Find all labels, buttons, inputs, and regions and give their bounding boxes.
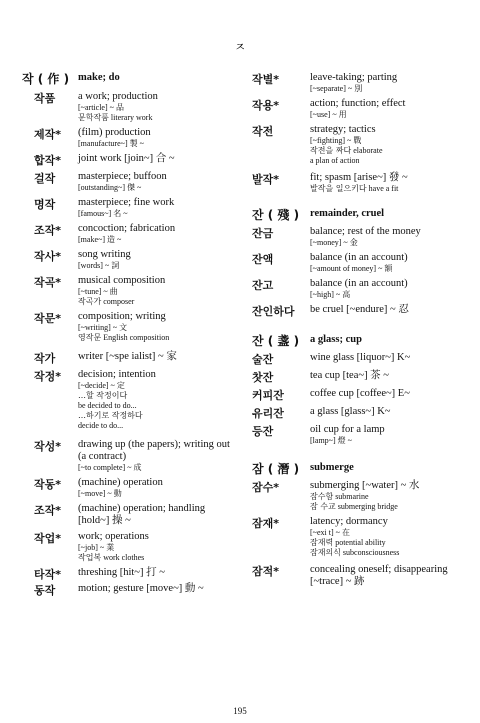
- dictionary-entry: [252, 516, 472, 558]
- example-korean: …하기로 작정하다: [78, 411, 143, 420]
- entry-headword: 작정*: [34, 370, 62, 383]
- left-column: [22, 72, 232, 597]
- entry-definition: work; operations: [78, 531, 149, 542]
- dictionary-entry: [22, 153, 232, 167]
- entry-headword: 발작*: [252, 173, 280, 186]
- entry-definition: a work; production: [78, 91, 158, 102]
- entry-body: [310, 208, 472, 220]
- example-english: submerging bridge: [337, 502, 398, 511]
- entry-example: [78, 401, 232, 411]
- section-heading: [252, 208, 472, 222]
- entry-example: [78, 421, 232, 431]
- entry-etymology: [outstanding~] 傑 ~: [78, 183, 142, 192]
- dictionary-entry: [22, 369, 232, 431]
- example-korean: …할 작정이다: [78, 391, 128, 400]
- entry-headword: 잠수*: [252, 481, 280, 494]
- entry-definition: remainder, cruel: [310, 208, 385, 219]
- entry-etymology: [~tune] ~ 曲: [78, 287, 118, 296]
- entry-headword: 조작*: [34, 504, 62, 517]
- entry-example: [310, 502, 472, 512]
- entry-definition: writer [~spe ialist] ~ 家: [78, 351, 177, 362]
- entry-headword: 작별*: [252, 73, 280, 86]
- entry-etymology: [~fighting] ~ 戰: [310, 136, 362, 145]
- example-korean: 잠 수교: [310, 502, 336, 511]
- entry-etymology: [~high] ~ 高: [310, 290, 351, 299]
- entry-headword: 잔인하다: [252, 305, 295, 318]
- section-heading: [252, 334, 472, 348]
- entry-headword: 명작: [34, 198, 56, 211]
- entry-body: [310, 480, 472, 512]
- dictionary-entry: [22, 197, 232, 219]
- entry-body: [78, 153, 232, 165]
- dictionary-entry: [252, 480, 472, 512]
- example-english: literary work: [110, 113, 153, 122]
- entry-definition: concoction; fabrication: [78, 223, 176, 234]
- example-english: English composition: [103, 333, 170, 342]
- entry-definition: balance (in an account): [310, 278, 408, 289]
- entry-body: [310, 278, 472, 300]
- entry-definition: action; function; effect: [310, 98, 406, 109]
- entry-headword: 작업*: [34, 532, 62, 545]
- entry-definition: leave-taking; parting: [310, 72, 398, 83]
- entry-definition: a glass; cup: [310, 334, 362, 345]
- dictionary-entry: [22, 171, 232, 193]
- dictionary-entry: [252, 406, 472, 420]
- entry-definition: strategy; tactics: [310, 124, 376, 135]
- dictionary-entry: [252, 72, 472, 94]
- dictionary-entry: [252, 304, 472, 318]
- entry-definition: submerge: [310, 462, 354, 473]
- entry-etymology: [~use] ~ 用: [310, 110, 347, 119]
- entry-headword: 등잔: [252, 425, 274, 438]
- example-english: submarine: [335, 492, 369, 501]
- example-english: subconsciousness: [342, 548, 400, 557]
- entry-etymology: [~move] ~ 動: [78, 489, 122, 498]
- entry-example: [78, 297, 232, 307]
- entry-definition: composition; writing: [78, 311, 166, 322]
- example-korean: 문학작품: [78, 113, 109, 122]
- entry-definition: decision; intention: [78, 369, 156, 380]
- entry-definition: concealing oneself; disappearing [~trace] ~ 跡: [310, 564, 448, 587]
- entry-headword: 제작*: [34, 128, 62, 141]
- dictionary-entry: [22, 91, 232, 123]
- entry-headword: 작 ( 作 ): [22, 72, 70, 86]
- dictionary-entry: [252, 124, 472, 166]
- dictionary-entry: [22, 127, 232, 149]
- entry-definition: submerging [~water] ~ 水: [310, 480, 420, 491]
- dictionary-entry: [22, 439, 232, 473]
- entry-headword: 작가: [34, 352, 56, 365]
- entry-body: [310, 226, 472, 248]
- entry-definition: joint work [join~] 合 ~: [78, 153, 175, 164]
- example-korean: 잠재의식: [310, 548, 341, 557]
- entry-headword: 잔 ( 殘 ): [252, 208, 300, 222]
- dictionary-entry: [22, 223, 232, 245]
- entry-headword: 작용*: [252, 99, 280, 112]
- entry-definition: drawing up (the papers); writing out (a contract): [78, 439, 230, 462]
- entry-headword: 찻잔: [252, 371, 274, 384]
- example-korean: 작곡가: [78, 297, 102, 306]
- entry-headword: 작사*: [34, 250, 62, 263]
- entry-headword: 커피잔: [252, 389, 284, 402]
- entry-definition: (machine) operation; handling [hold~] 操 ~: [78, 503, 206, 526]
- entry-definition: (film) production: [78, 127, 151, 138]
- entry-headword: 작성*: [34, 440, 62, 453]
- entry-body: [78, 223, 232, 245]
- dictionary-entry: [22, 351, 232, 365]
- entry-headword: 동작: [34, 584, 56, 597]
- entry-body: [78, 91, 232, 123]
- entry-etymology: [famous~] 名 ~: [78, 209, 128, 218]
- entry-etymology: [lamp~] 燈 ~: [310, 436, 352, 445]
- section-heading: [252, 462, 472, 476]
- entry-body: [310, 388, 472, 400]
- entry-headword: 타작*: [34, 568, 62, 581]
- entry-definition: coffee cup [coffee~] E~: [310, 388, 410, 399]
- entry-definition: latency; dormancy: [310, 516, 388, 527]
- entry-headword: 잔금: [252, 227, 274, 240]
- dictionary-entry: [22, 531, 232, 563]
- entry-example: [310, 548, 472, 558]
- entry-body: [78, 439, 232, 473]
- entry-definition: make; do: [78, 72, 120, 83]
- entry-body: [78, 567, 232, 579]
- entry-headword: 작곡*: [34, 276, 62, 289]
- entry-definition: be cruel [~endure] ~ 忍: [310, 304, 409, 315]
- dictionary-entry: [252, 252, 472, 274]
- dictionary-entry: [252, 172, 472, 194]
- entry-example: [310, 156, 472, 166]
- dictionary-entry: [22, 249, 232, 271]
- entry-example: [310, 184, 472, 194]
- entry-example: [310, 492, 472, 502]
- entry-definition: song writing: [78, 249, 131, 260]
- entry-headword: 작전: [252, 125, 274, 138]
- entry-etymology: [~exi t] ~ 在: [310, 528, 350, 537]
- entry-etymology: [words] ~ 詞: [78, 261, 120, 270]
- entry-example: [78, 553, 232, 563]
- entry-body: [310, 72, 472, 94]
- entry-headword: 잔 ( 盞 ): [252, 334, 300, 348]
- entry-body: [78, 477, 232, 499]
- entry-example: [310, 538, 472, 548]
- example-korean: 작업복: [78, 553, 102, 562]
- entry-body: [78, 311, 232, 343]
- dictionary-entry: [252, 352, 472, 366]
- dictionary-entry: [22, 477, 232, 499]
- entry-definition: oil cup for a lamp: [310, 424, 385, 435]
- entry-headword: 잠 ( 潛 ): [252, 462, 300, 476]
- entry-headword: 술잔: [252, 353, 274, 366]
- entry-definition: tea cup [tea~] 茶 ~: [310, 370, 389, 381]
- entry-body: [310, 516, 472, 558]
- entry-body: [78, 369, 232, 431]
- entry-body: [78, 72, 232, 84]
- entry-headword: 유리잔: [252, 407, 284, 420]
- entry-body: [310, 304, 472, 316]
- dictionary-entry: [22, 311, 232, 343]
- entry-body: [78, 531, 232, 563]
- page-number: 195: [233, 706, 247, 716]
- entry-definition: balance; rest of the money: [310, 226, 421, 237]
- entry-etymology: [manufacture~] 製 ~: [78, 139, 144, 148]
- entry-definition: (machine) operation: [78, 477, 163, 488]
- entry-body: [78, 197, 232, 219]
- entry-headword: 작품: [34, 92, 56, 105]
- entry-definition: masterpiece; fine work: [78, 197, 175, 208]
- dictionary-entry: [252, 424, 472, 446]
- dictionary-entry: [252, 98, 472, 120]
- entry-headword: 잔고: [252, 279, 274, 292]
- entry-definition: musical composition: [78, 275, 166, 286]
- example-english: have a fit: [368, 184, 399, 193]
- entry-definition: masterpiece; buffoon: [78, 171, 167, 182]
- entry-etymology: [~money] ~ 金: [310, 238, 358, 247]
- entry-body: [310, 406, 472, 418]
- entry-etymology: [~separate] ~ 別: [310, 84, 363, 93]
- entry-example: [78, 391, 232, 401]
- entry-etymology: [~article] ~ 品: [78, 103, 124, 112]
- example-english: composer: [103, 297, 135, 306]
- dictionary-entry: [252, 370, 472, 384]
- entry-headword: 합작*: [34, 154, 62, 167]
- entry-headword: 잠재*: [252, 517, 280, 530]
- entry-definition: a glass [glass~] K~: [310, 406, 391, 417]
- dictionary-entry: [22, 275, 232, 307]
- entry-definition: fit; spasm [arise~] 發 ~: [310, 172, 408, 183]
- entry-definition: threshing [hit~] 打 ~: [78, 567, 165, 578]
- entry-body: [78, 249, 232, 271]
- entry-example: [78, 411, 232, 421]
- example-korean: 발작을 일으키다: [310, 184, 367, 193]
- entry-body: [78, 127, 232, 149]
- example-english: be decided to do...: [78, 401, 137, 410]
- entry-body: [310, 98, 472, 120]
- entry-body: [78, 583, 232, 595]
- example-korean: 잠수함: [310, 492, 334, 501]
- entry-etymology: [~decide] ~ 定: [78, 381, 125, 390]
- entry-body: [310, 334, 472, 346]
- example-english: potential ability: [335, 538, 386, 547]
- dictionary-entry: [22, 567, 232, 581]
- entry-body: [78, 275, 232, 307]
- entry-headword: 잠적*: [252, 565, 280, 578]
- example-korean: 영작문: [78, 333, 102, 342]
- entry-headword: 조작*: [34, 224, 62, 237]
- dictionary-entry: [22, 583, 232, 597]
- entry-etymology: [~writing] ~ 文: [78, 323, 128, 332]
- entry-headword: 작문*: [34, 312, 62, 325]
- entry-example: [78, 333, 232, 343]
- page-header: ㅈ: [234, 40, 246, 54]
- entry-headword: 잔액: [252, 253, 274, 266]
- example-english: work clothes: [103, 553, 145, 562]
- example-english: a plan of action: [310, 156, 360, 165]
- entry-body: [310, 124, 472, 166]
- entry-body: [310, 462, 472, 474]
- entry-etymology: [~amount of money] ~ 額: [310, 264, 393, 273]
- entry-body: [310, 370, 472, 382]
- entry-body: [78, 351, 232, 363]
- entry-definition: balance (in an account): [310, 252, 408, 263]
- entry-body: [78, 503, 232, 527]
- entry-body: [310, 252, 472, 274]
- entry-body: [310, 564, 472, 588]
- dictionary-entry: [22, 503, 232, 527]
- section-heading: [22, 72, 232, 86]
- example-korean: 잠재력: [310, 538, 334, 547]
- entry-body: [78, 171, 232, 193]
- entry-example: [78, 113, 232, 123]
- entry-example: [310, 146, 472, 156]
- dictionary-entry: [252, 388, 472, 402]
- entry-body: [310, 424, 472, 446]
- dictionary-entry: [252, 564, 472, 588]
- example-english: elaborate: [353, 146, 383, 155]
- entry-body: [310, 352, 472, 364]
- entry-headword: 작동*: [34, 478, 62, 491]
- entry-etymology: [~to complete] ~ 成: [78, 463, 142, 472]
- entry-definition: motion; gesture [move~] 動 ~: [78, 583, 204, 594]
- entry-definition: wine glass [liquor~] K~: [310, 352, 411, 363]
- entry-etymology: [~job] ~ 業: [78, 543, 115, 552]
- example-english: decide to do...: [78, 421, 124, 430]
- dictionary-entry: [252, 226, 472, 248]
- entry-body: [310, 172, 472, 194]
- entry-etymology: [make~] 造 ~: [78, 235, 122, 244]
- example-korean: 작전을 짜다: [310, 146, 352, 155]
- dictionary-entry: [252, 278, 472, 300]
- entry-headword: 걸작: [34, 172, 56, 185]
- right-column: [252, 72, 472, 588]
